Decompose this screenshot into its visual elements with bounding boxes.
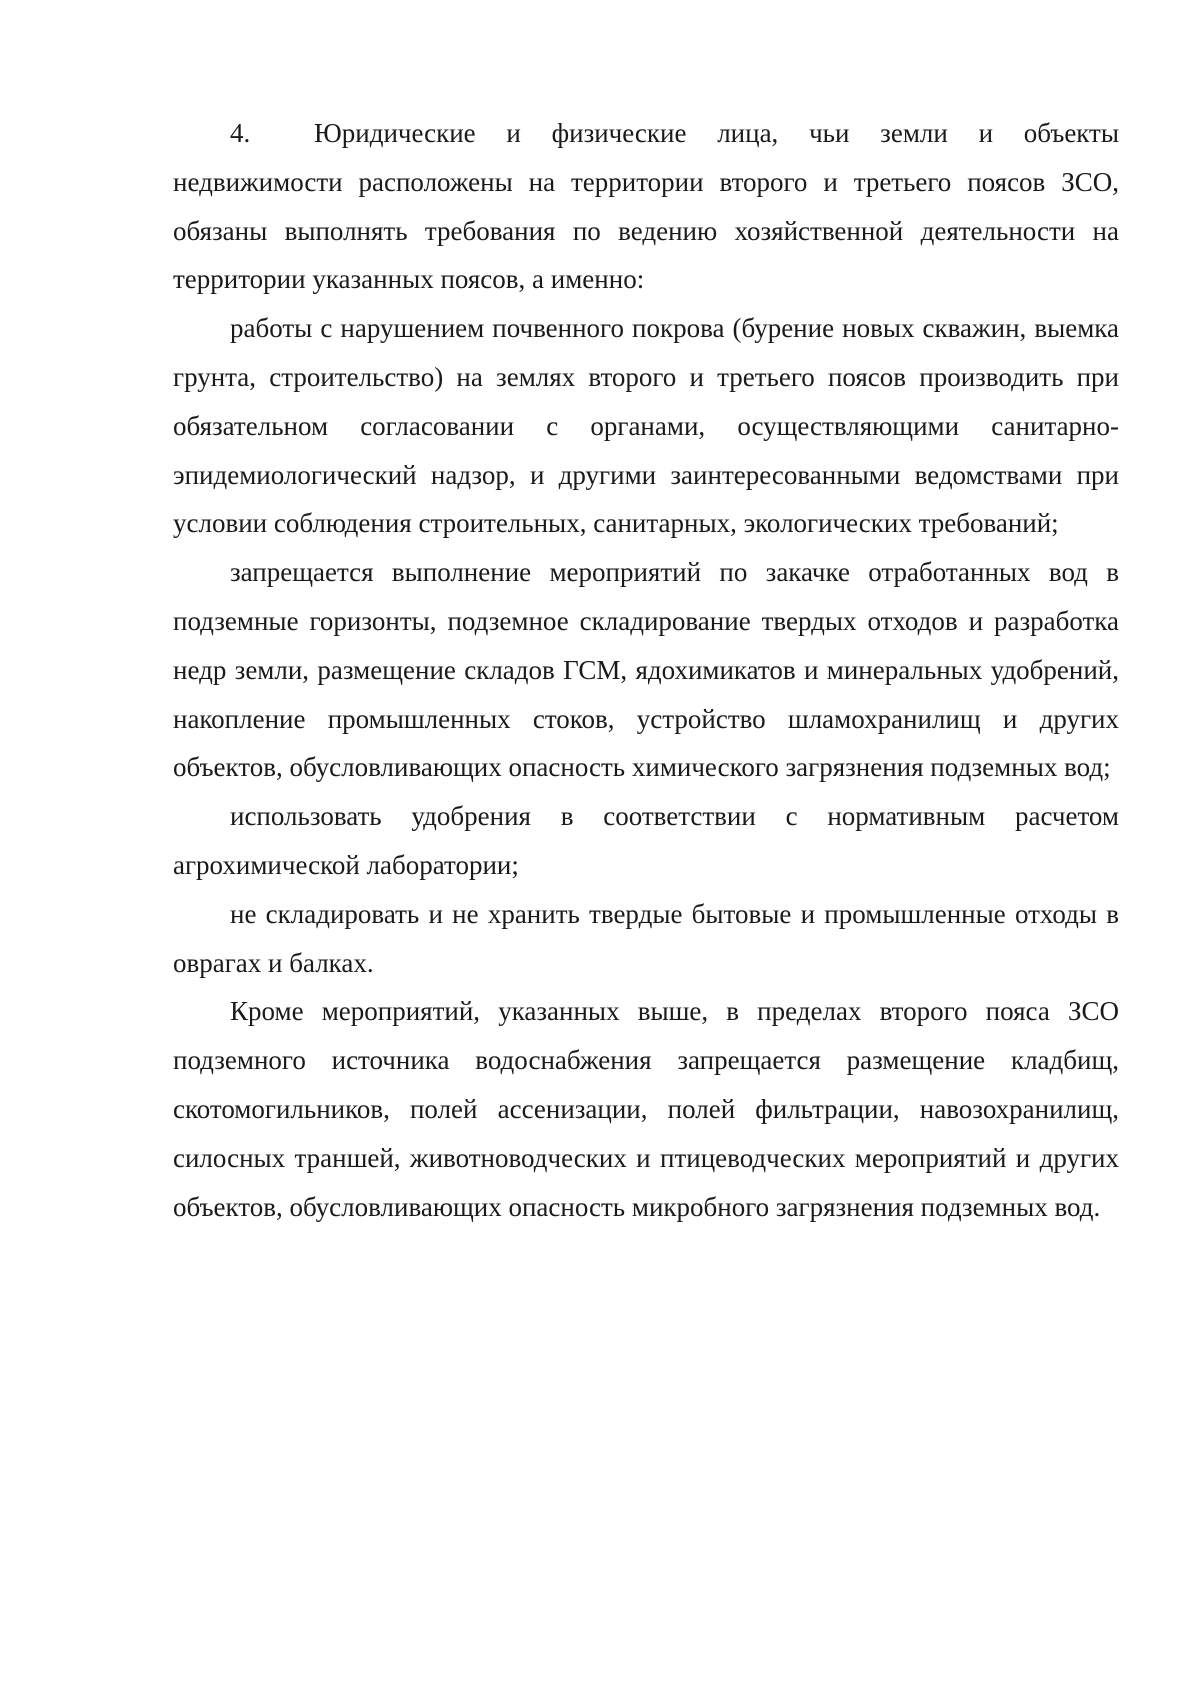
document-body: [173, 109, 1119, 1231]
paragraph-soil-works: работы с нарушением почвенного покрова (бурение новых скважин, выемка грунта, строительство) на землях второго и третьего поясов производить при обязательном согласовании с органами, осуществляющими санитарно-эпидемиологический надзор, и другими заинтересованными ведомствами при условии соблюдения строительных, санитарных, экологических требований;: [173, 313, 1119, 539]
item-4-text: Юридические и физические лица, чьи земли и объекты недвижимости расположены на территории второго и третьего поясов ЗСО, обязаны выполнять требования по ведению хозяйственной деятельности на территории указанных поясов, а именно:: [173, 118, 1119, 295]
paragraph-prohibited-activities: запрещается выполнение мероприятий по закачке отработанных вод в подземные горизонты, подземное складирование твердых отходов и разработка недр земли, размещение складов ГСМ, ядохимикатов и минеральных удобрений, накопление промышленных стоков, устройство шламохранилищ и других объектов, обусловливающих опасность химического загрязнения подземных вод;: [173, 557, 1119, 783]
paragraph-fertilizer-use: использовать удобрения в соответствии с нормативным расчетом агрохимической лаборатории;: [173, 801, 1119, 880]
paragraph-second-belt-restrictions: Кроме мероприятий, указанных выше, в пределах второго пояса ЗСО подземного источника водоснабжения запрещается размещение кладбищ, скотомогильников, полей ассенизации, полей фильтрации, навозохранилищ, силосных траншей, животноводческих и птицеводческих мероприятий и других объектов, обусловливающих опасность микробного загрязнения подземных вод.: [173, 996, 1119, 1222]
paragraph-waste-storage: не складировать и не хранить твердые бытовые и промышленные отходы в оврагах и балках.: [173, 898, 1119, 978]
item-number: 4.: [230, 118, 251, 148]
paragraph-item-4: [173, 109, 1119, 304]
